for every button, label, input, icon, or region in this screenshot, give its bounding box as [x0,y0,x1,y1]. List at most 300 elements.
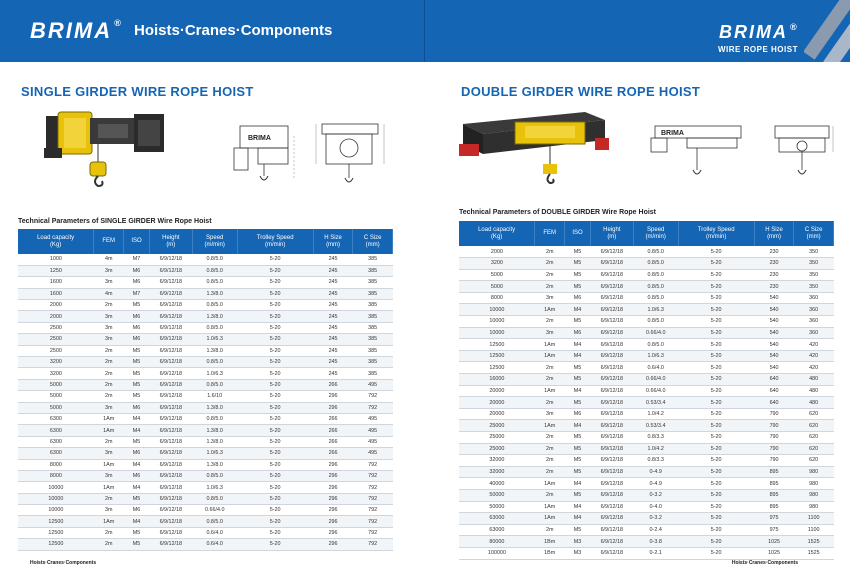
table-cell: 495 [353,448,393,459]
column-header: C Size (mm) [794,221,834,246]
table-cell: 6/9/12/18 [590,246,633,258]
brand-logo-text: BRIMA [30,18,113,43]
table-cell: M5 [565,455,591,467]
table-cell: 790 [754,408,794,420]
table-cell: 0.66/4.0 [633,327,678,339]
table-cell: 1.0/6.3 [192,334,237,345]
table-cell: 3m [94,470,124,481]
table-cell: 2500 [18,345,94,356]
table-cell: M5 [565,374,591,386]
column-header: Speed (m/min) [633,221,678,246]
table-cell: 350 [794,246,834,258]
table-cell: M6 [124,311,150,322]
table-cell: 975 [754,524,794,536]
table-cell: 480 [794,397,834,409]
table-cell: M4 [565,385,591,397]
table-cell: 3m [94,322,124,333]
table-cell: 0-2.4 [633,524,678,536]
table-cell: 1.0/4.2 [633,408,678,420]
registered-mark: ® [114,18,123,28]
table-cell: 5-20 [237,300,313,311]
table-cell: 12500 [18,527,94,538]
table-cell: 1100 [794,513,834,525]
column-header: ISO [124,229,150,254]
drawing-label: BRIMA [248,135,271,142]
table-cell: 32000 [459,466,535,478]
table-row [18,311,393,322]
table-cell: 980 [794,501,834,513]
table-cell: 0-3.2 [633,513,678,525]
table-body [459,246,834,559]
table-cell: 296 [313,470,353,481]
registered-mark: ® [790,22,799,32]
table-cell: 245 [313,357,353,368]
table-row [459,304,834,316]
table-cell: 6/9/12/18 [590,304,633,316]
table-cell: 1.3/8.0 [192,459,237,470]
table-cell: 296 [313,493,353,504]
table-cell: 6/9/12/18 [590,362,633,374]
table-header-row [459,221,834,246]
table-cell: 0.8/5.0 [192,322,237,333]
table-row [18,368,393,379]
table-cell: 0.6/4.0 [192,527,237,538]
table-cell: 6300 [18,448,94,459]
table-cell: 10000 [18,493,94,504]
table-cell: 5-20 [678,350,754,362]
table-cell: 6/9/12/18 [149,505,192,516]
table-cell: 2m [535,455,565,467]
table-cell: 1Am [94,459,124,470]
table-cell: 495 [353,413,393,424]
table-cell: M5 [565,397,591,409]
table-cell: 3m [535,408,565,420]
table-cell: 0.8/5.0 [192,516,237,527]
table-row [459,478,834,490]
table-cell: 1Am [535,350,565,362]
table-cell: 8000 [459,292,535,304]
table-cell: 10000 [18,482,94,493]
table-cell: 5000 [459,269,535,281]
table-cell: M4 [124,482,150,493]
table-cell: 1.3/8.0 [192,345,237,356]
table-cell: M3 [565,547,591,559]
table-cell: 2m [94,368,124,379]
table-cell: M5 [124,300,150,311]
table-row [18,402,393,413]
table-cell: 6/9/12/18 [590,281,633,293]
table-cell: 6300 [18,413,94,424]
table-row [18,425,393,436]
table-cell: 385 [353,345,393,356]
table-cell: 360 [794,304,834,316]
table-cell: 620 [794,455,834,467]
table-row [459,292,834,304]
table-cell: 5-20 [237,436,313,447]
table-cell: 540 [754,327,794,339]
table-row [459,489,834,501]
table-cell: M5 [565,246,591,258]
table-cell: 385 [353,334,393,345]
table-cell: 2m [94,379,124,390]
table-cell: M6 [124,277,150,288]
table-cell: 20000 [459,385,535,397]
table-cell: M7 [124,288,150,299]
table-cell: 5-20 [678,547,754,559]
table-cell: 5-20 [237,368,313,379]
table-cell: 100000 [459,547,535,559]
header-band [0,0,425,62]
table-cell: 0-4.9 [633,478,678,490]
table-cell: 5-20 [237,470,313,481]
table-row [459,397,834,409]
page-footer: Hoists·Cranes·Components [30,560,97,566]
table-cell: 6/9/12/18 [590,524,633,536]
table-cell: 3m [94,448,124,459]
table-cell: 6/9/12/18 [590,478,633,490]
table-cell: 6/9/12/18 [149,493,192,504]
table-cell: 230 [754,246,794,258]
table-cell: 5000 [459,281,535,293]
column-header: H Size (mm) [754,221,794,246]
table-cell: 385 [353,254,393,265]
table-cell: 5000 [18,402,94,413]
table-cell: 12500 [459,339,535,351]
decorative-stripe [804,0,850,62]
table-cell: M5 [565,269,591,281]
parameters-table [459,221,834,560]
table-cell: 350 [794,269,834,281]
table-cell: M6 [565,292,591,304]
table-cell: M5 [565,316,591,328]
table-cell: 6/9/12/18 [149,482,192,493]
table-cell: 245 [313,322,353,333]
table-cell: 3m [535,292,565,304]
table-cell: 2m [535,258,565,270]
table-cell: 0.8/5.0 [192,357,237,368]
table-row [459,258,834,270]
table-cell: 0.8/5.0 [192,493,237,504]
table-cell: M5 [565,432,591,444]
table-cell: 1.0/6.3 [192,368,237,379]
table-cell: 1Am [535,339,565,351]
table-cell: 0.66/4.0 [192,505,237,516]
table-cell: 0.8/5.0 [633,339,678,351]
table-cell: 1Am [535,420,565,432]
table-cell: 1Am [535,513,565,525]
table-cell: 5-20 [237,277,313,288]
brand-logo-text: BRIMA [719,22,788,42]
table-cell: 5-20 [237,265,313,276]
table-cell: 1Am [535,478,565,490]
table-cell: 3200 [18,357,94,368]
table-cell: 0.8/3.3 [633,432,678,444]
table-cell: 620 [794,420,834,432]
table-cell: 6/9/12/18 [590,397,633,409]
table-row [459,362,834,374]
table-cell: 266 [313,448,353,459]
table-cell: 1.0/6.3 [633,304,678,316]
table-cell: 12500 [459,362,535,374]
table-caption: Technical Parameters of DOUBLE GIRDER Wire Rope Hoist [459,209,657,216]
table-cell: 25000 [459,420,535,432]
table-cell: 1.0/6.3 [633,350,678,362]
table-row [459,524,834,536]
table-cell: 5-20 [678,316,754,328]
table-cell: 5-20 [678,408,754,420]
table-cell: 792 [353,493,393,504]
table-cell: 0.8/5.0 [192,265,237,276]
table-cell: M5 [565,281,591,293]
table-cell: 5-20 [678,513,754,525]
table-cell: 792 [353,482,393,493]
table-cell: 495 [353,436,393,447]
table-cell: 6/9/12/18 [590,316,633,328]
table-cell: 0.53/3.4 [633,420,678,432]
table-cell: 5-20 [237,288,313,299]
table-cell: 20000 [459,397,535,409]
table-cell: 1025 [754,536,794,548]
table-cell: M6 [124,470,150,481]
table-cell: 5-20 [237,345,313,356]
table-cell: 5-20 [678,455,754,467]
table-cell: 6/9/12/18 [590,374,633,386]
table-cell: 5-20 [237,379,313,390]
table-cell: 6/9/12/18 [590,466,633,478]
table-cell: 790 [754,455,794,467]
table-cell: M4 [565,350,591,362]
table-cell: 895 [754,466,794,478]
table-row [18,527,393,538]
right-page [425,0,850,580]
table-cell: 2m [94,345,124,356]
table-cell: M4 [565,478,591,490]
table-cell: 540 [754,304,794,316]
table-cell: 480 [794,385,834,397]
table-cell: 0.53/3.4 [633,397,678,409]
table-cell: 5-20 [678,432,754,444]
table-row [459,466,834,478]
table-cell: 6/9/12/18 [590,432,633,444]
table-cell: 5-20 [678,258,754,270]
table-cell: 2m [535,489,565,501]
table-cell: 2500 [18,322,94,333]
table-row [18,322,393,333]
brand-logo [719,22,799,43]
table-cell: 50000 [459,501,535,513]
table-cell: M6 [565,327,591,339]
table-cell: 2m [535,397,565,409]
table-cell: 5-20 [237,413,313,424]
table-cell: 296 [313,482,353,493]
table-cell: M4 [565,304,591,316]
table-cell: 0.8/5.0 [633,316,678,328]
table-cell: 6/9/12/18 [149,277,192,288]
table-row [18,300,393,311]
table-row [459,513,834,525]
table-row [18,357,393,368]
table-cell: 3m [94,311,124,322]
table-cell: 895 [754,489,794,501]
table-cell: 6/9/12/18 [590,385,633,397]
table-row [18,254,393,265]
table-row [18,493,393,504]
column-header: Height (m) [149,229,192,254]
table-cell: 2m [535,362,565,374]
table-cell: 0.8/5.0 [192,470,237,481]
table-cell: 2m [535,316,565,328]
table-cell: M4 [565,420,591,432]
table-cell: 6/9/12/18 [149,311,192,322]
table-cell: 296 [313,391,353,402]
table-caption: Technical Parameters of SINGLE GIRDER Wire Rope Hoist [18,218,212,225]
table-cell: 10000 [459,327,535,339]
table-cell: 3m [94,402,124,413]
table-cell: 792 [353,527,393,538]
table-row [18,516,393,527]
table-cell: 5-20 [237,527,313,538]
table-cell: 245 [313,334,353,345]
table-cell: 0.8/5.0 [633,292,678,304]
column-header: Height (m) [590,221,633,246]
table-cell: 245 [313,368,353,379]
table-cell: 5-20 [678,374,754,386]
table-row [459,443,834,455]
header-band [425,0,850,62]
table-cell: 4m [94,288,124,299]
table-cell: 385 [353,277,393,288]
table-row [18,459,393,470]
table-cell: 540 [754,316,794,328]
table-cell: M4 [124,413,150,424]
table-row [459,327,834,339]
table-cell: 3m [94,505,124,516]
table-cell: 3200 [459,258,535,270]
table-cell: 2000 [459,246,535,258]
table-cell: 6300 [18,436,94,447]
table-cell: 245 [313,265,353,276]
table-row [459,432,834,444]
table-cell: 620 [794,432,834,444]
table-cell: 5-20 [678,536,754,548]
table-cell: 5-20 [678,524,754,536]
table-cell: 6/9/12/18 [590,408,633,420]
table-cell: 40000 [459,478,535,490]
table-cell: 980 [794,466,834,478]
table-cell: 6/9/12/18 [149,516,192,527]
table-cell: 0-4.9 [633,466,678,478]
table-cell: 2m [535,246,565,258]
table-cell: M5 [565,524,591,536]
table-cell: M5 [565,443,591,455]
table-cell: M6 [124,505,150,516]
table-cell: 1Am [535,501,565,513]
table-cell: 1Am [535,304,565,316]
table-cell: 266 [313,425,353,436]
table-cell: M5 [124,527,150,538]
table-cell: 1Bm [535,547,565,559]
table-cell: 5-20 [678,489,754,501]
table-cell: 640 [754,397,794,409]
table-cell: 1100 [794,524,834,536]
table-cell: 385 [353,357,393,368]
table-cell: 350 [794,281,834,293]
table-cell: 5000 [18,379,94,390]
table-cell: 385 [353,288,393,299]
table-cell: 2m [535,466,565,478]
table-cell: 790 [754,432,794,444]
table-cell: 3m [94,265,124,276]
table-cell: 80000 [459,536,535,548]
table-cell: 1025 [754,547,794,559]
table-cell: 63000 [459,513,535,525]
table-cell: 0.8/5.0 [192,254,237,265]
table-cell: 6/9/12/18 [149,539,192,550]
table-cell: 3m [535,327,565,339]
table-cell: 360 [794,292,834,304]
table-row [459,385,834,397]
table-cell: 2000 [18,311,94,322]
table-cell: 5-20 [678,501,754,513]
header-subtitle: WIRE ROPE HOIST [718,45,798,54]
table-cell: 6/9/12/18 [590,269,633,281]
table-cell: M5 [124,379,150,390]
table-cell: M5 [124,539,150,550]
table-cell: 12500 [459,350,535,362]
table-cell: 6/9/12/18 [149,391,192,402]
table-cell: 5-20 [678,420,754,432]
table-cell: 8000 [18,470,94,481]
table-cell: 2000 [18,300,94,311]
table-cell: 296 [313,459,353,470]
table-cell: 5-20 [237,357,313,368]
table-cell: 1.0/4.2 [633,443,678,455]
table-cell: 5-20 [678,385,754,397]
table-cell: 360 [794,327,834,339]
table-cell: 6/9/12/18 [149,436,192,447]
table-cell: 5-20 [678,281,754,293]
table-cell: 10000 [18,505,94,516]
table-cell: 2m [94,493,124,504]
table-cell: 792 [353,459,393,470]
table-cell: 5-20 [237,539,313,550]
table-cell: M4 [124,516,150,527]
table-row [18,345,393,356]
table-cell: 6/9/12/18 [149,288,192,299]
table-cell: 245 [313,345,353,356]
table-cell: 0.8/3.3 [633,455,678,467]
table-cell: 0.66/4.0 [633,385,678,397]
table-row [459,408,834,420]
technical-drawing [647,122,837,188]
table-cell: 6/9/12/18 [590,327,633,339]
table-cell: 296 [313,516,353,527]
table-row [459,316,834,328]
table-cell: 5-20 [237,322,313,333]
table-cell: 6/9/12/18 [149,345,192,356]
table-cell: 245 [313,300,353,311]
table-cell: 5-20 [237,505,313,516]
table-cell: 50000 [459,489,535,501]
column-header: Speed (m/min) [192,229,237,254]
table-cell: 6/9/12/18 [590,350,633,362]
table-cell: 350 [794,258,834,270]
column-header: C Size (mm) [353,229,393,254]
table-cell: 6/9/12/18 [149,459,192,470]
table-row [18,379,393,390]
table-cell: 385 [353,311,393,322]
table-cell: M4 [565,501,591,513]
